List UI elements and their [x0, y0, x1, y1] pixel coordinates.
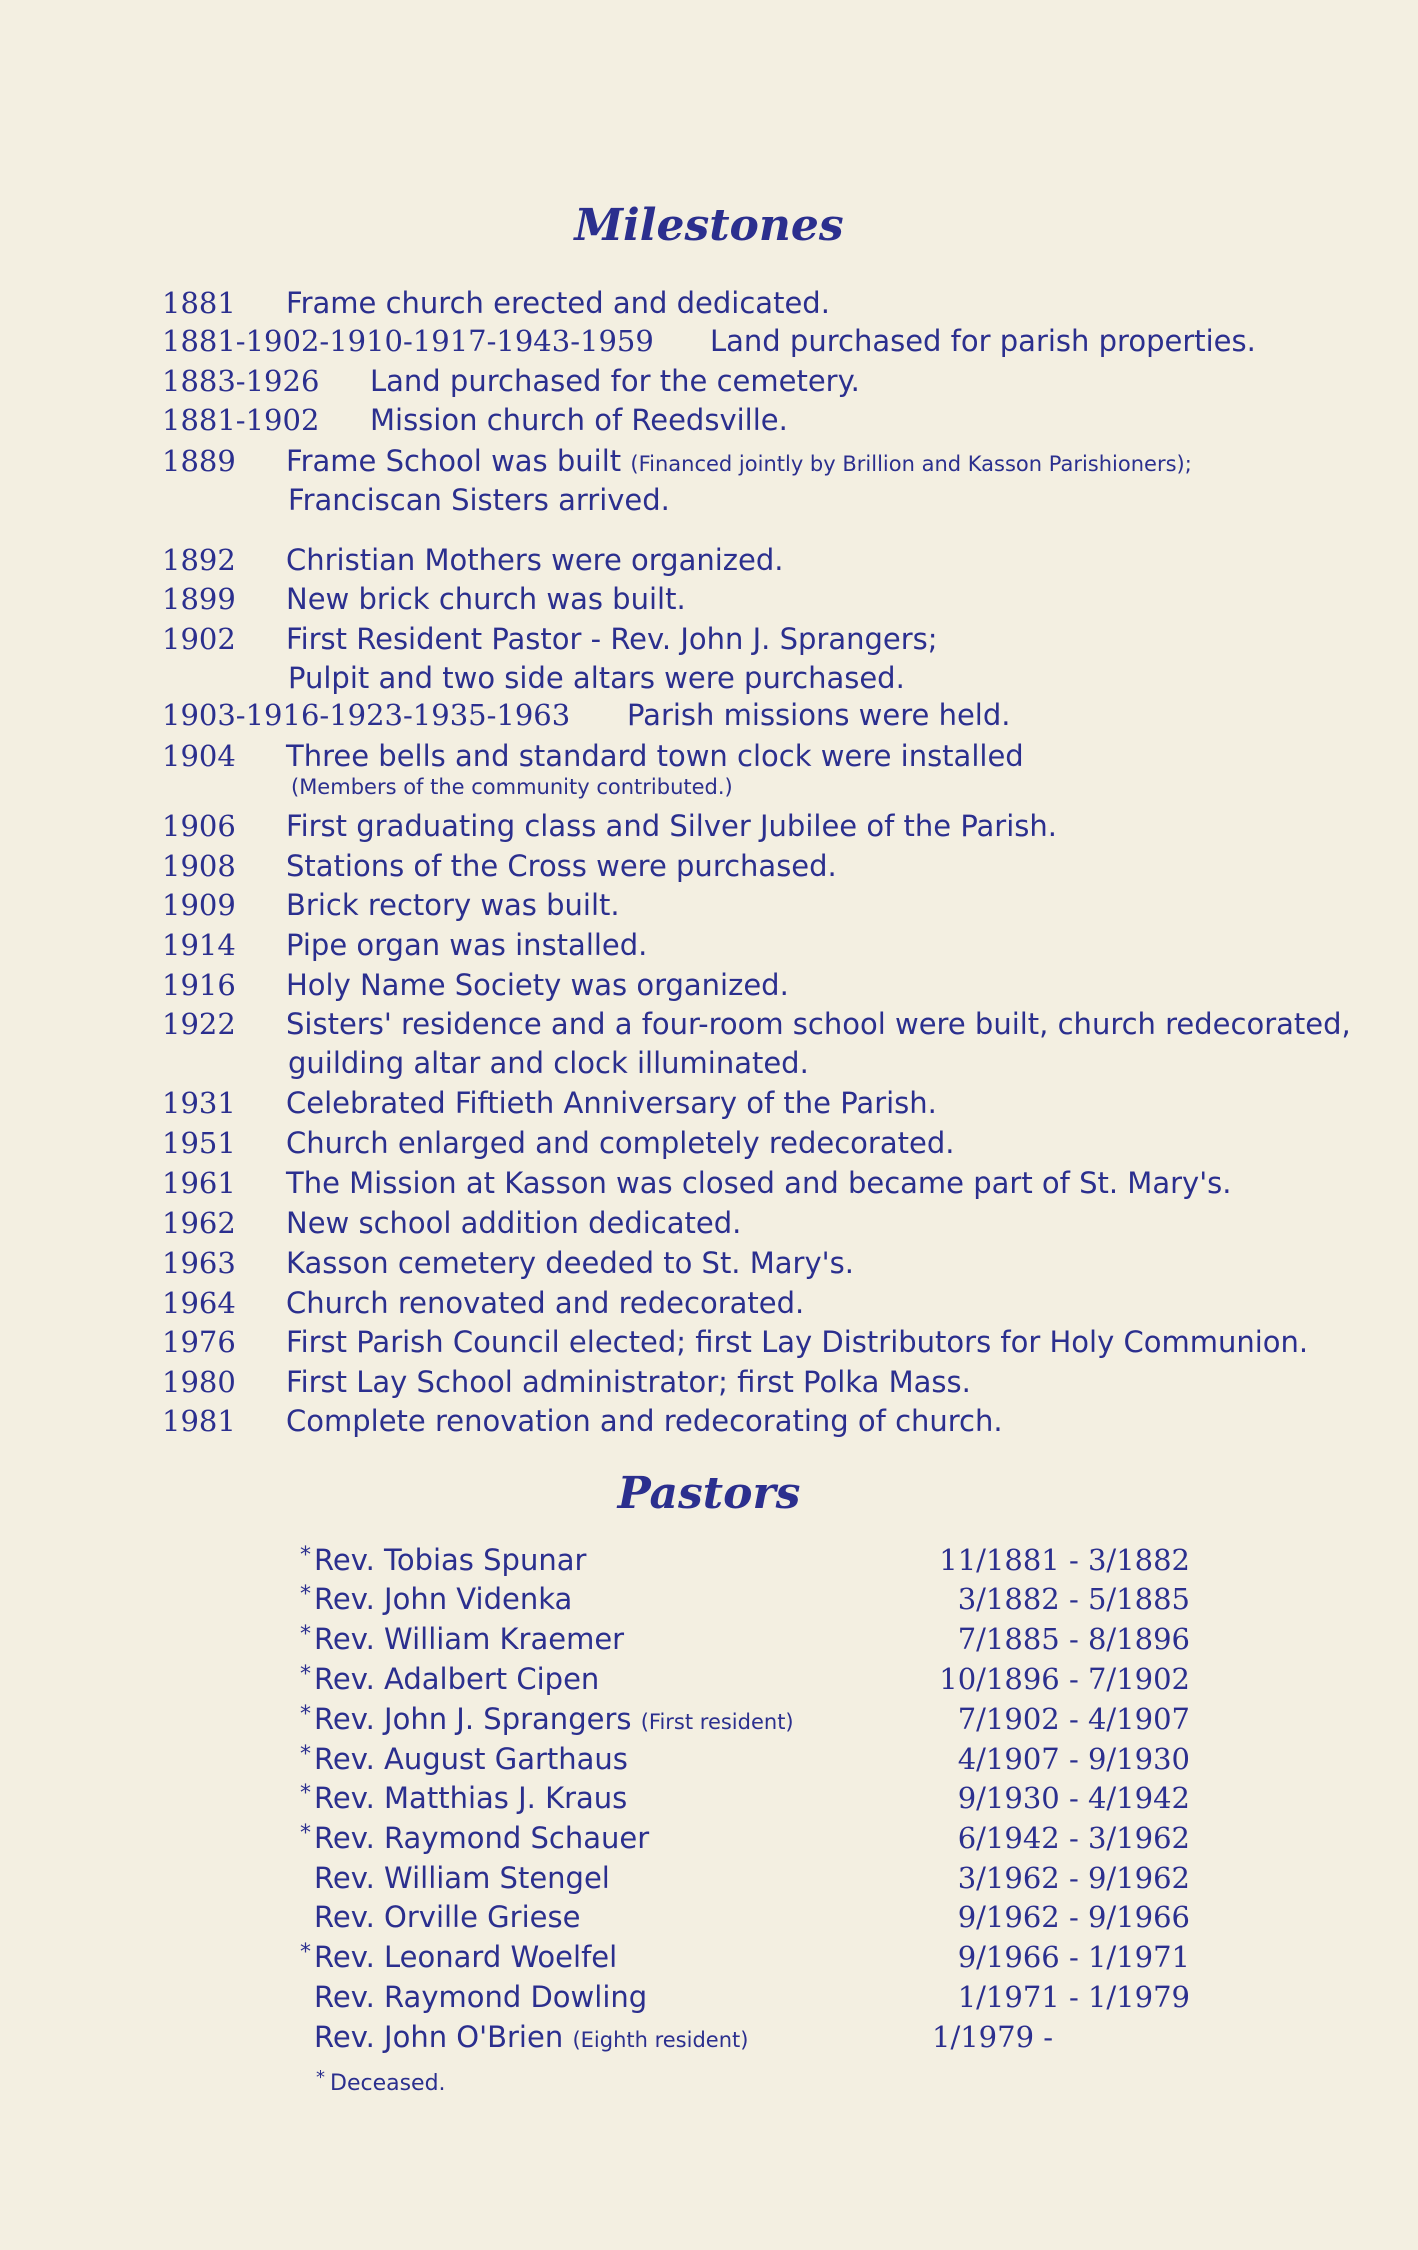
pastor-dates: 6/1942 - 3/1962 [957, 1821, 1190, 1855]
pastor-row [300, 1937, 1200, 1977]
footnote-star: * [316, 2067, 325, 2088]
milestone-text-main: Stations of the Cross were purchased. [286, 849, 837, 883]
milestone-year: 1883-1926 [162, 364, 320, 398]
pastor-dates: 10/1896 - 7/1902 [939, 1662, 1190, 1696]
milestone-text [286, 579, 686, 619]
pastor-name [314, 1818, 649, 1858]
milestone-text-main: First Parish Council elected; first Lay Distributors for Holy Communion. [286, 1325, 1309, 1359]
milestone-text [286, 1401, 1003, 1441]
milestone-text [286, 1283, 804, 1323]
milestone-year: 1962 [162, 1206, 236, 1240]
milestone-text-main: Land purchased for the cemetery. [370, 364, 860, 398]
milestone-text [286, 925, 647, 965]
pastor-dates: 3/1962 - 9/1962 [957, 1861, 1190, 1895]
pastor-name-text: Rev. Leonard Woelfel [314, 1940, 618, 1974]
milestone-year: 1906 [162, 809, 236, 843]
milestone-text [286, 1083, 937, 1123]
pastor-name-text: Rev. William Stengel [314, 1861, 610, 1895]
pastor-row [300, 1619, 1200, 1659]
milestone-year: 1951 [162, 1126, 236, 1160]
pastor-name-text: Rev. August Garthaus [314, 1742, 628, 1776]
milestone-year: 1964 [162, 1286, 236, 1320]
pastor-dates: 4/1907 - 9/1930 [957, 1742, 1190, 1776]
pastor-name [314, 1540, 586, 1580]
milestone-year: 1976 [162, 1325, 236, 1359]
milestone-text-main: Frame church erected and dedicated. [286, 286, 830, 320]
pastor-name-text: Rev. Raymond Dowling [314, 1980, 648, 2014]
milestone-year: 1881-1902 [162, 403, 320, 437]
pastor-name [314, 1699, 794, 1742]
pastor-row [300, 2017, 1200, 2057]
milestone-note: (Financed jointly by Brillion and Kasson Parishioners); [630, 452, 1192, 476]
footnote [316, 2064, 446, 2104]
pastor-name-text: Rev. William Kraemer [314, 1622, 625, 1656]
milestone-text-main: Christian Mothers were organized. [286, 543, 784, 577]
milestone-text-main: Land purchased for parish properties. [710, 324, 1256, 358]
milestone-text-main: Church enlarged and completely redecorated. [286, 1126, 955, 1160]
milestone-text-main: Celebrated Fiftieth Anniversary of the Parish. [286, 1086, 937, 1120]
milestone-text-main: New brick church was built. [286, 582, 686, 616]
pastor-name-text: Rev. Adalbert Cipen [314, 1662, 600, 1696]
pastor-name-text: Rev. Raymond Schauer [314, 1821, 650, 1855]
pastor-row [300, 1977, 1200, 2017]
pastors-heading: Pastors [617, 1468, 801, 1519]
milestone-text [286, 441, 1192, 484]
deceased-marker: * [300, 1742, 311, 1767]
pastor-row [300, 1739, 1200, 1779]
milestone-year: 1908 [162, 849, 236, 883]
pastor-name-text: Rev. Orville Griese [314, 1900, 581, 1934]
milestone-year: 1963 [162, 1246, 236, 1280]
milestone-text [286, 885, 620, 925]
pastor-row [300, 1659, 1200, 1699]
milestone-text [286, 283, 830, 323]
milestone-text [370, 400, 788, 440]
milestone-year: 1881-1902-1910-1917-1943-1959 [162, 324, 654, 358]
milestone-year: 1892 [162, 543, 236, 577]
pastor-row [300, 1897, 1200, 1937]
footnote-text: Deceased. [330, 2071, 446, 2096]
pastor-row [300, 1579, 1200, 1619]
milestone-continuation: Franciscan Sisters arrived. [288, 483, 670, 517]
milestone-year: 1909 [162, 888, 236, 922]
milestone-continuation: Pulpit and two side altars were purchased. [288, 661, 905, 695]
pastor-name [314, 2017, 748, 2060]
milestone-text-main: Mission church of Reedsville. [370, 403, 788, 437]
milestone-year: 1902 [162, 622, 236, 656]
pastor-name-text: Rev. Tobias Spunar [314, 1543, 587, 1577]
pastor-name [314, 1897, 580, 1937]
pastor-dates: 11/1881 - 3/1882 [939, 1543, 1190, 1577]
pastor-dates: 1/1979 - [932, 2020, 1054, 2054]
milestone-text [286, 1123, 954, 1163]
pastor-name [314, 1977, 647, 2017]
milestone-text [286, 1322, 1308, 1362]
milestone-note: (Members of the community contributed.) [291, 775, 733, 799]
pastor-name-text: Rev. John Videnka [314, 1582, 573, 1616]
milestone-continuation: guilding altar and clock illuminated. [288, 1046, 809, 1080]
milestone-text [286, 1362, 971, 1402]
deceased-marker: * [300, 1821, 311, 1846]
deceased-marker: * [300, 1702, 311, 1727]
milestone-text [286, 1243, 854, 1283]
milestone-text [286, 846, 837, 886]
milestone-text-main: First Lay School administrator; first Polka Mass. [286, 1365, 971, 1399]
milestone-text-main: New school addition dedicated. [286, 1206, 742, 1240]
milestone-year: 1881 [162, 286, 236, 320]
milestone-year: 1922 [162, 1007, 236, 1041]
milestone-year: 1899 [162, 582, 236, 616]
pastor-row [300, 1778, 1200, 1818]
milestone-year: 1931 [162, 1086, 236, 1120]
milestone-text-main: Three bells and standard town clock were installed [286, 739, 1024, 773]
pastor-row [300, 1699, 1200, 1739]
milestone-text [286, 806, 1057, 846]
pastor-note: (First resident) [640, 1710, 794, 1734]
milestone-year: 1981 [162, 1404, 236, 1438]
milestone-text-main: Pipe organ was installed. [286, 928, 648, 962]
pastor-name-text: Rev. John J. Sprangers [314, 1702, 632, 1736]
pastor-name [314, 1937, 617, 1977]
pastor-dates: 7/1902 - 4/1907 [957, 1702, 1190, 1736]
milestone-text-main: The Mission at Kasson was closed and became part of St. Mary's. [286, 1166, 1232, 1200]
milestone-year: 1903-1916-1923-1935-1963 [162, 698, 571, 732]
pastor-row [300, 1818, 1200, 1858]
milestone-text-main: Holy Name Society was organized. [286, 968, 789, 1002]
pastor-dates: 9/1962 - 9/1966 [957, 1900, 1190, 1934]
deceased-marker: * [300, 1582, 311, 1607]
milestone-year: 1980 [162, 1365, 236, 1399]
pastor-row [300, 1858, 1200, 1898]
pastor-row [300, 1540, 1200, 1580]
pastor-name [314, 1739, 628, 1779]
pastor-dates: 3/1882 - 5/1885 [957, 1582, 1190, 1616]
pastor-dates: 7/1885 - 8/1896 [957, 1622, 1190, 1656]
deceased-marker: * [300, 1781, 311, 1806]
deceased-marker: * [300, 1622, 311, 1647]
milestone-text-main: First Resident Pastor - Rev. John J. Sprangers; [286, 622, 938, 656]
pastor-name [314, 1778, 627, 1818]
pastor-dates: 1/1971 - 1/1979 [957, 1980, 1190, 2014]
milestone-text-main: Kasson cemetery deeded to St. Mary's. [286, 1246, 854, 1280]
pastor-dates: 9/1966 - 1/1971 [957, 1940, 1190, 1974]
deceased-marker: * [300, 1543, 311, 1568]
pastor-name [314, 1659, 599, 1699]
milestone-text [286, 1203, 741, 1243]
pastor-dates: 9/1930 - 4/1942 [957, 1781, 1190, 1815]
deceased-marker: * [300, 1940, 311, 1965]
milestone-text [370, 361, 860, 401]
pastor-name [314, 1858, 610, 1898]
milestone-year: 1904 [162, 739, 236, 773]
milestone-year: 1914 [162, 928, 236, 962]
pastor-note: (Eighth resident) [572, 2028, 749, 2052]
milestones-heading: Milestones [574, 200, 844, 251]
milestone-text-main: Complete renovation and redecorating of church. [286, 1404, 1003, 1438]
pastor-name [314, 1579, 572, 1619]
milestone-text [286, 540, 784, 580]
milestone-text [286, 965, 789, 1005]
milestone-text-main: Brick rectory was built. [286, 888, 620, 922]
milestone-text-main: Frame School was built [286, 444, 622, 478]
milestone-year: 1916 [162, 968, 236, 1002]
pastor-name-text: Rev. Matthias J. Kraus [314, 1781, 628, 1815]
pastor-name [314, 1619, 624, 1659]
milestone-text-main: First graduating class and Silver Jubilee of the Parish. [286, 809, 1057, 843]
milestone-text [286, 1004, 1351, 1044]
milestone-text-main: Church renovated and redecorated. [286, 1286, 805, 1320]
deceased-marker: * [300, 1662, 311, 1687]
milestone-text [286, 1163, 1232, 1203]
milestone-text [286, 736, 1024, 776]
milestone-text [710, 321, 1256, 361]
milestone-year: 1961 [162, 1166, 236, 1200]
milestone-text [627, 695, 1011, 735]
milestone-text [286, 619, 938, 659]
milestone-text-main: Sisters' residence and a four-room school were built, church redecorated, [286, 1007, 1351, 1041]
milestone-year: 1889 [162, 444, 236, 478]
pastor-name-text: Rev. John O'Brien [314, 2020, 564, 2054]
milestone-text-main: Parish missions were held. [627, 698, 1011, 732]
